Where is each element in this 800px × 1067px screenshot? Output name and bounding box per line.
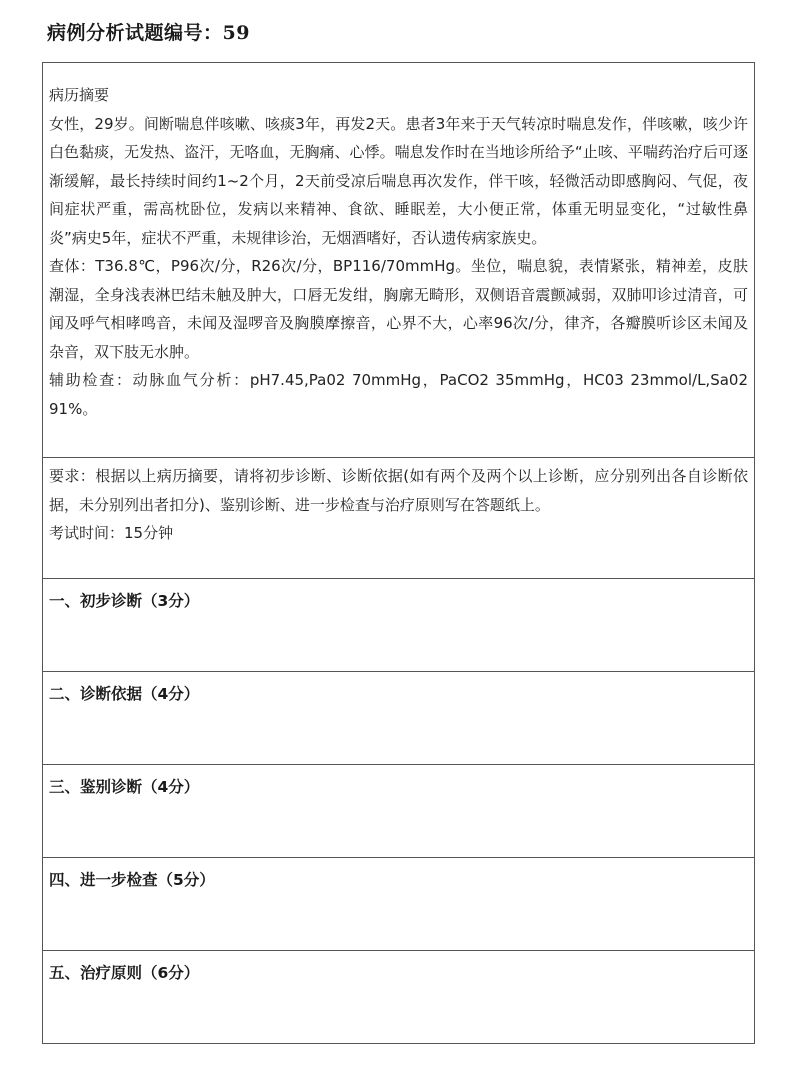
exam-sheet	[42, 62, 755, 1044]
physical-exam-text: 查体：T36.8℃，P96次/分，R26次/分，BP116/70mmHg。坐位，喘息貌，表情紧张，精神差，皮肤潮湿，全身浅表淋巴结未触及肿大，口唇无发绀，胸廓无畸形，双侧语音震颤减弱，双肺叩诊过清音，可闻及呼气相哮鸣音，未闻及湿啰音及胸膜摩擦音，心界不大，心率96次/分，律齐，各瓣膜听诊区未闻及杂音，双下肢无水肿。	[49, 257, 748, 361]
auxiliary-exam-text: 辅助检查：动脉血气分析：pH7.45,Pa02 70mmHg，PaCO2 35mmHg，HC03 23mmol/L,Sa02 91%。	[49, 371, 748, 418]
requirement-text: 要求：根据以上病历摘要，请将初步诊断、诊断依据(如有两个及两个以上诊断，应分别列出各自诊断依据，未分别列出者扣分)、鉴别诊断、进一步检查与治疗原则写在答题纸上。	[49, 467, 748, 514]
exam-time-text: 考试时间：15分钟	[49, 524, 174, 542]
answer-heading: 三、鉴别诊断（4分）	[49, 778, 200, 796]
case-summary-section	[43, 63, 754, 458]
summary-heading: 病历摘要	[49, 86, 110, 104]
page-title	[47, 18, 250, 45]
answer-heading: 五、治疗原则（6分）	[49, 964, 200, 982]
answer-section-further-examination	[43, 858, 754, 951]
answer-heading: 四、进一步检查（5分）	[49, 871, 215, 889]
answer-section-differential-diagnosis	[43, 765, 754, 858]
answer-heading: 二、诊断依据（4分）	[49, 685, 200, 703]
medical-history-text: 女性，29岁。间断喘息伴咳嗽、咳痰3年，再发2天。患者3年来于天气转凉时喘息发作，伴咳嗽，咳少许白色黏痰，无发热、盗汗，无咯血，无胸痛、心悸。喘息发作时在当地诊所给予“止咳、平喘药治疗后可逐渐缓解，最长持续时间约1~2个月，2天前受凉后喘息再次发作，伴干咳，轻微活动即感胸闷、气促，夜间症状严重，需高枕卧位，发病以来精神、食欲、睡眠差，大小便正常，体重无明显变化，“过敏性鼻炎”病史5年，症状不严重，未规律诊治，无烟酒嗜好，否认遗传病家族史。	[49, 114, 748, 247]
requirement-section	[43, 458, 754, 579]
answer-section-diagnostic-basis	[43, 672, 754, 765]
answer-section-treatment-principle	[43, 951, 754, 1043]
question-number: 59	[222, 22, 250, 44]
answer-heading: 一、初步诊断（3分）	[49, 592, 200, 610]
answer-section-preliminary-diagnosis	[43, 579, 754, 672]
title-prefix: 病例分析试题编号：	[47, 22, 223, 44]
